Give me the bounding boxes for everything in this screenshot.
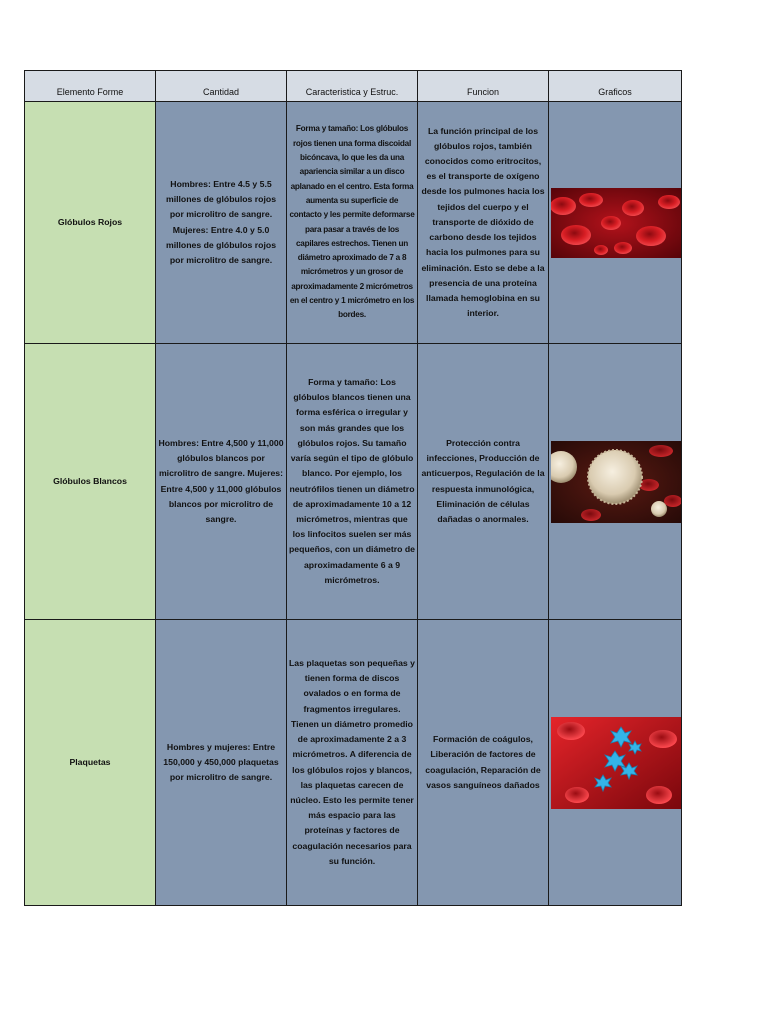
header-graficos: Graficos [549,71,682,102]
blood-elements-table [24,70,682,906]
quantity-cell: Hombres: Entre 4,500 y 11,000 glóbulos blancos por microlitro de sangre. Mujeres: Entre 4,500 y 11,000 glóbulos blancos por microlitro de sangre. [156,344,287,620]
characteristics-cell: Forma y tamaño: Los glóbulos blancos tienen una forma esférica o irregular y son más grandes que los glóbulos rojos. Su tamaño varía según el tipo de glóbulo blanco. Por ejemplo, los neutrófilos tienen un diámetro de aproximadamente 10 a 12 micrómetros, mientras que los linfocitos suelen ser más pequeños, con un diámetro de aproximadamente 6 a 9 micrómetros. [287,344,418,620]
graphic-cell [549,620,682,906]
characteristics-cell: Forma y tamaño: Los glóbulos rojos tienen una forma discoidal bicóncava, lo que les da una apariencia similar a un disco aplanado en el centro. Esta forma aumenta su superficie de contacto y les permite deformarse para pasar a través de los capilares estrechos. Tienen un diámetro aproximado de 7 a 8 micrómetros y un grosor de aproximadamente 2 micrómetros en el centro y 1 micrómetro en los bordes. [287,102,418,344]
header-funcion: Funcion [418,71,549,102]
element-name: Glóbulos Blancos [25,344,156,620]
platelets-image [551,717,681,809]
header-row [25,71,682,102]
graphic-cell [549,344,682,620]
quantity-cell: Hombres y mujeres: Entre 150,000 y 450,000 plaquetas por microlitro de sangre. [156,620,287,906]
table-row [25,344,682,620]
header-elemento: Elemento Forme [25,71,156,102]
table-row [25,102,682,344]
element-name: Plaquetas [25,620,156,906]
element-name: Glóbulos Rojos [25,102,156,344]
quantity-cell: Hombres: Entre 4.5 y 5.5 millones de glóbulos rojos por microlitro de sangre. Mujeres: Entre 4.0 y 5.0 millones de glóbulos rojos por microlitro de sangre. [156,102,287,344]
table-row [25,620,682,906]
function-cell: Protección contra infecciones, Producción de anticuerpos, Regulación de la respuesta inmunológica, Eliminación de células dañadas o anormales. [418,344,549,620]
red-blood-cells-image [551,188,681,258]
header-cantidad: Cantidad [156,71,287,102]
function-cell: Formación de coágulos, Liberación de factores de coagulación, Reparación de vasos sanguíneos dañados [418,620,549,906]
white-blood-cells-image [551,441,681,523]
header-caracteristica: Caracteristica y Estruc. [287,71,418,102]
graphic-cell [549,102,682,344]
characteristics-cell: Las plaquetas son pequeñas y tienen forma de discos ovalados o en forma de fragmentos irregulares. Tienen un diámetro promedio de aproximadamente 2 a 3 micrómetros. A diferencia de los glóbulos rojos y blancos, las plaquetas carecen de núcleo. Esto les permite tener más espacio para las proteínas y factores de coagulación necesarios para su función. [287,620,418,906]
function-cell: La función principal de los glóbulos rojos, también conocidos como eritrocitos, es el transporte de oxígeno desde los pulmones hacia los tejidos del cuerpo y el transporte de dióxido de carbono desde los tejidos hacia los pulmones para su eliminación. Esto se debe a la presencia de una proteína llamada hemoglobina en su interior. [418,102,549,344]
